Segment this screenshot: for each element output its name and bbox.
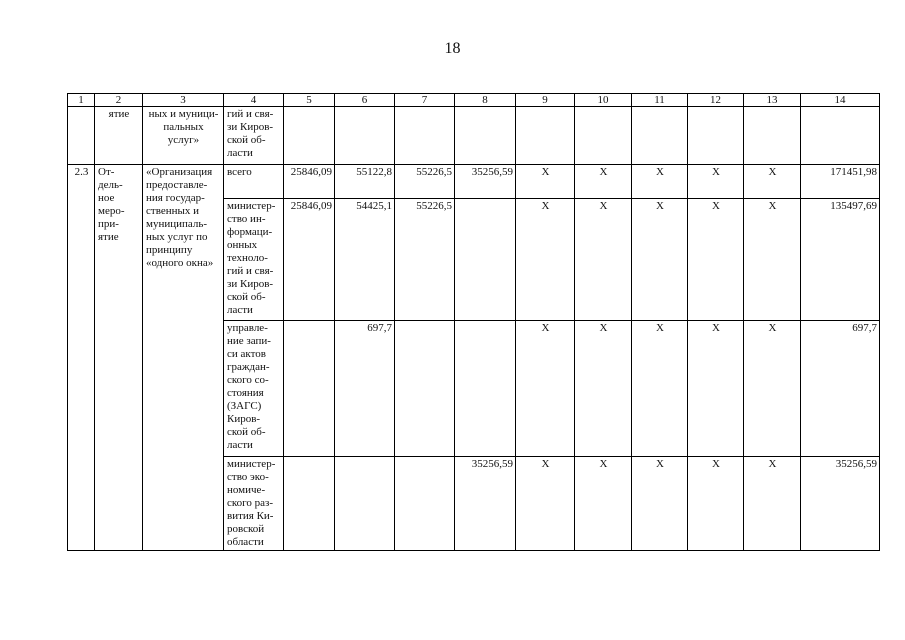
table-cell: 35256,59 — [455, 457, 516, 551]
table-cell: гий и свя- зи Киров- ской об- ласти — [224, 107, 284, 165]
table-cell: X — [516, 199, 575, 321]
table-row-total — [68, 165, 880, 199]
header-cell: 2 — [95, 94, 143, 107]
table-cell: X — [744, 457, 801, 551]
table-cell — [575, 107, 632, 165]
table-cell: X — [632, 199, 688, 321]
table-cell — [455, 107, 516, 165]
table-cell: X — [632, 457, 688, 551]
continuation-row — [68, 107, 880, 165]
header-cell: 10 — [575, 94, 632, 107]
table-cell: 135497,69 — [801, 199, 880, 321]
table-cell: X — [575, 457, 632, 551]
table-cell: X — [516, 321, 575, 457]
table-cell: ятие — [95, 107, 143, 165]
section-number: 2.3 — [68, 165, 95, 551]
table-cell: 55122,8 — [335, 165, 395, 199]
header-cell: 9 — [516, 94, 575, 107]
table-cell — [516, 107, 575, 165]
table-cell — [335, 107, 395, 165]
header-cell: 7 — [395, 94, 455, 107]
table-cell: X — [575, 199, 632, 321]
table-cell: 697,7 — [801, 321, 880, 457]
table-cell: X — [688, 199, 744, 321]
executor-cell: управле- ние запи- си актов граждан- ского со- стояния (ЗАГС) Киров- ской об- ласти — [224, 321, 284, 457]
table-cell: X — [516, 165, 575, 199]
table-cell — [801, 107, 880, 165]
table-cell: X — [744, 165, 801, 199]
table-cell — [395, 107, 455, 165]
table-cell — [284, 457, 335, 551]
table-cell — [68, 107, 95, 165]
executor-cell: всего — [224, 165, 284, 199]
table-cell — [455, 199, 516, 321]
table-cell: 25846,09 — [284, 165, 335, 199]
table-cell: 55226,5 — [395, 199, 455, 321]
table-cell: X — [688, 165, 744, 199]
page-number: 18 — [444, 40, 461, 57]
table-cell: X — [688, 457, 744, 551]
budget-table — [67, 93, 880, 551]
table-cell: 35256,59 — [801, 457, 880, 551]
header-cell: 13 — [744, 94, 801, 107]
section-kind: От- дель- ное меро- при- ятие — [95, 165, 143, 551]
header-cell: 14 — [801, 94, 880, 107]
header-cell: 12 — [688, 94, 744, 107]
table-cell: X — [575, 165, 632, 199]
header-cell: 5 — [284, 94, 335, 107]
table-cell — [284, 107, 335, 165]
table-cell — [395, 321, 455, 457]
table-cell: 171451,98 — [801, 165, 880, 199]
table-cell: X — [632, 321, 688, 457]
table-cell: 35256,59 — [455, 165, 516, 199]
table-cell — [395, 457, 455, 551]
table-cell: ных и муници- пальных услуг» — [143, 107, 224, 165]
section-name: «Организация предоставле- ния государ- ственных и муниципаль- ных услуг по принципу «одного окна» — [143, 165, 224, 551]
header-cell: 3 — [143, 94, 224, 107]
table-cell — [632, 107, 688, 165]
executor-cell: министер- ство ин- формаци- онных техноло- гий и свя- зи Киров- ской об- ласти — [224, 199, 284, 321]
table-cell: X — [632, 165, 688, 199]
table-cell — [455, 321, 516, 457]
header-cell: 11 — [632, 94, 688, 107]
table-cell — [744, 107, 801, 165]
header-row — [68, 94, 880, 107]
table-cell — [284, 321, 335, 457]
header-cell: 1 — [68, 94, 95, 107]
table-cell: X — [575, 321, 632, 457]
header-cell: 6 — [335, 94, 395, 107]
table-cell: X — [688, 321, 744, 457]
table-cell: 54425,1 — [335, 199, 395, 321]
table-cell: X — [744, 321, 801, 457]
table-cell: 25846,09 — [284, 199, 335, 321]
table-cell: 697,7 — [335, 321, 395, 457]
table-cell — [335, 457, 395, 551]
table-cell — [688, 107, 744, 165]
table-cell: 55226,5 — [395, 165, 455, 199]
table-cell: X — [516, 457, 575, 551]
executor-cell: министер- ство эко- номиче- ского раз- вития Ки- ровской области — [224, 457, 284, 551]
header-cell: 8 — [455, 94, 516, 107]
header-cell: 4 — [224, 94, 284, 107]
table-cell: X — [744, 199, 801, 321]
